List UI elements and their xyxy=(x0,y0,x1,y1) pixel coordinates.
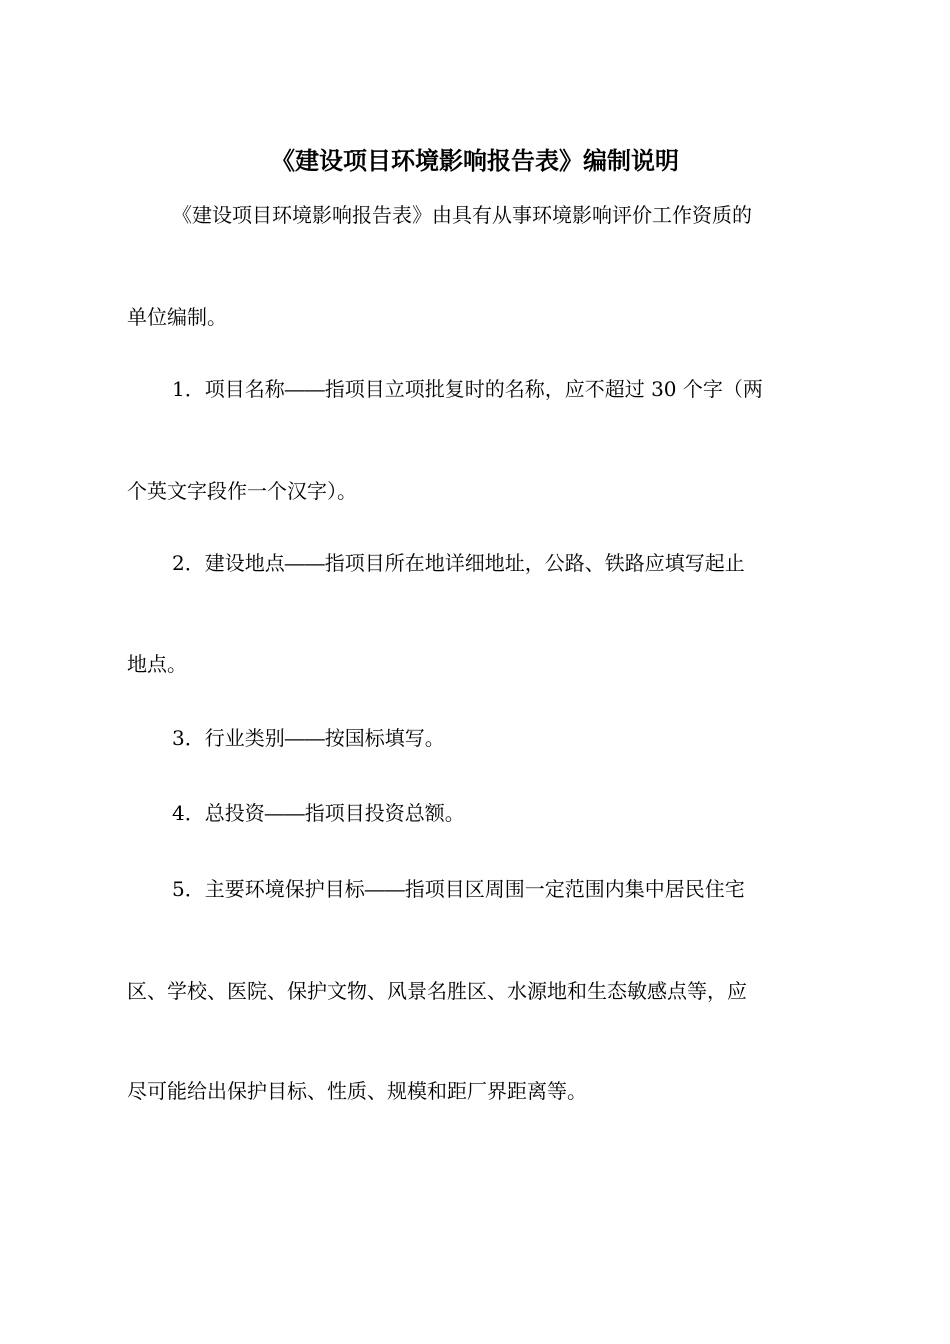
item-3-line-1: 3．行业类别――按国标填写。 xyxy=(172,726,445,750)
intro-line-1: 《建设项目环境影响报告表》由具有从事环境影响评价工作资质的 xyxy=(172,203,752,227)
item-1-line-2: 个英文字段作一个汉字）。 xyxy=(127,479,357,503)
item-4-line-1: 4．总投资――指项目投资总额。 xyxy=(172,801,465,825)
item-5-line-3: 尽可能给出保护目标、性质、规模和距厂界距离等。 xyxy=(127,1079,587,1103)
intro-line-2: 单位编制。 xyxy=(127,305,227,329)
item-5-line-2: 区、学校、医院、保护文物、风景名胜区、水源地和生态敏感点等，应 xyxy=(127,979,747,1003)
item-2-line-1: 2．建设地点――指项目所在地详细地址，公路、铁路应填写起止 xyxy=(172,551,745,575)
item-1-line-1: 1．项目名称――指项目立项批复时的名称，应不超过 30 个字（两 xyxy=(172,377,763,401)
item-5-line-1: 5．主要环境保护目标――指项目区周围一定范围内集中居民住宅 xyxy=(172,877,745,901)
item-2-line-2: 地点。 xyxy=(127,652,187,676)
document-title: 《建设项目环境影响报告表》编制说明 xyxy=(271,146,679,175)
